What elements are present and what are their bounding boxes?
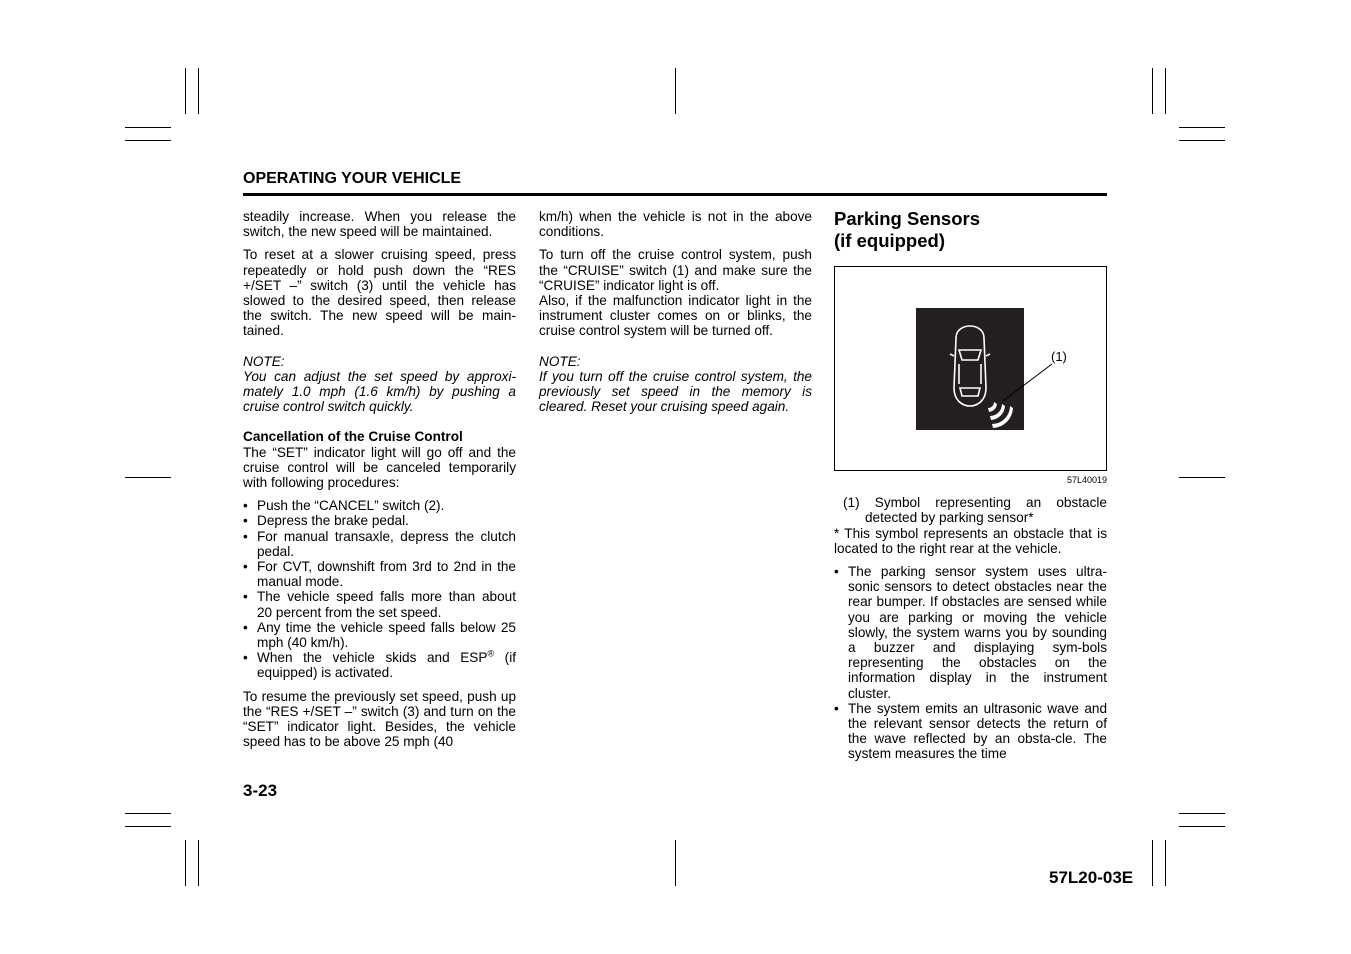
list-item: • Depress the brake pedal. [243,513,516,528]
page-number: 3-23 [243,781,278,800]
figure-caption: (1) Symbol representing an obstacle detected by parking sensor* [843,495,1107,526]
list-item-text: (if equipped) is activated. [257,650,516,681]
paragraph: The “SET” indicator light will go off and the cruise control will be canceled temporarily with following procedures: [243,444,516,491]
figure-frame [834,266,1107,471]
section-title-line: (if equipped) [834,230,945,251]
list-item: • The vehicle speed falls more than about 20 percent from the set speed. [243,589,516,619]
paragraph: To reset at a slower cruising speed, press repeatedly or hold push down the “RES +/SET –” switch (3) until the vehicle has slowed to the desired speed, then release the switch. The new speed will be main-tained. [243,247,516,339]
callout-label: (1) [1051,349,1067,364]
list-item: • Any time the vehicle speed falls below 25 mph (40 km/h). [243,620,516,650]
paragraph: km/h) when the vehicle is not in the above conditions. [539,209,812,240]
note-label: NOTE: [539,353,581,369]
subheading: Cancellation of the Cruise Control [243,429,463,445]
note-text: If you turn off the cruise control system, the previously set speed in the memory is cleared. Reset your cruising speed again. [539,368,812,415]
figure-code: 57L40019 [1066,475,1107,485]
list-item: • For manual transaxle, depress the clutch pedal. [243,529,516,559]
paragraph: To resume the previously set speed, push up the “RES +/SET –” switch (3) and turn on the “SET” indicator light. Besides, the vehicle speed has to be above 25 mph (40 [243,688,516,750]
note-text: You can adjust the set speed by approxi-mately 1.0 mph (1.6 km/h) by pushing a cruise control switch quickly. [243,368,516,415]
column-2 [539,209,812,414]
cancel-conditions-list [243,498,516,680]
column-3 [834,208,1107,762]
list-item [243,650,516,680]
paragraph: To turn off the cruise control system, push the “CRUISE” switch (1) and make sure the “CRUISE” indicator light is off. [539,247,812,293]
list-item: • Push the “CANCEL” switch (2). [243,498,516,513]
list-item: • The parking sensor system uses ultra-sonic sensors to detect obstacles near the rear bumper. If obstacles are sensed while you are parking or moving the vehicle slowly, the system warns you by sounding a buzzer and displaying sym-bols representing the obstacles on the information display in the instrument cluster. [834,564,1107,701]
section-title [834,208,1107,252]
note-label: NOTE: [243,353,285,369]
parking-sensor-list [834,564,1107,762]
document-code: 57L20-03E [1049,868,1134,887]
registered-mark: ® [487,648,495,659]
list-item-text: When the vehicle skids and ESP [257,650,488,666]
caption-note: * This symbol represents an obstacle that is located to the right rear at the vehicle. [834,525,1107,556]
column-1 [243,209,516,750]
list-item: • For CVT, downshift from 3rd to 2nd in the manual mode. [243,559,516,589]
header-rule [243,193,1107,196]
paragraph: steadily increase. When you release the switch, the new speed will be maintained. [243,209,516,240]
section-header: OPERATING YOUR VEHICLE [243,170,462,187]
paragraph: Also, if the malfunction indicator light in the instrument cluster comes on or blinks, the cruise control system will be turned off. [539,293,812,339]
list-item: • The system emits an ultrasonic wave and the relevant sensor detects the return of the wave reflected by an obsta-cle. The system measures the time [834,701,1107,762]
callout-line [835,267,1106,470]
section-title-line: Parking Sensors [834,208,981,229]
